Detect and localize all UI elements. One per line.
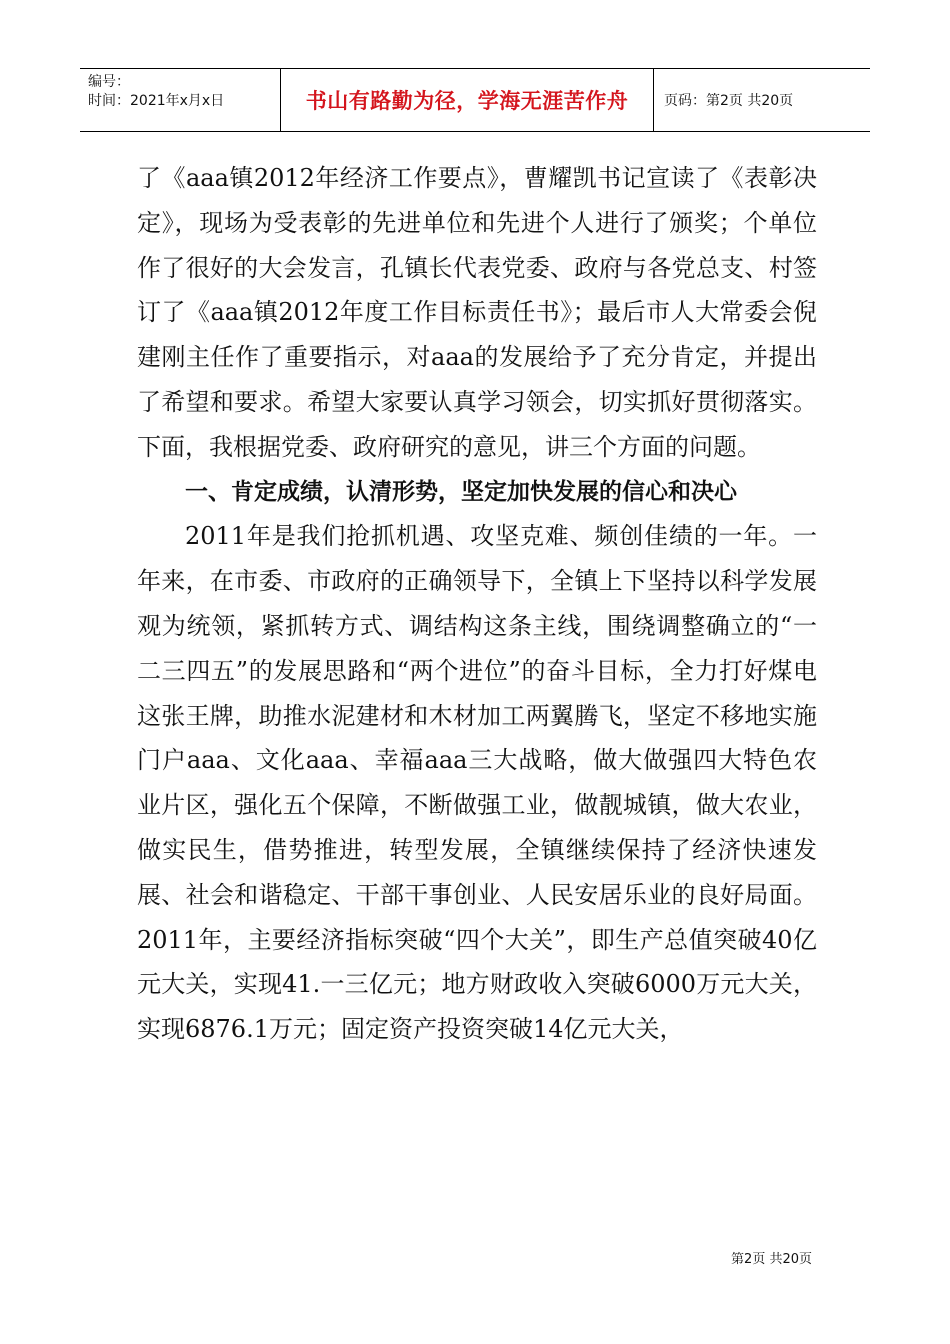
document-body	[137, 156, 817, 1052]
paragraph-continued: 了《aaa镇2012年经济工作要点》，曹耀凯书记宣读了《表彰决定》，现场为受表彰的先进单位和先进个人进行了颁奖；个单位作了很好的大会发言，孔镇长代表党委、政府与各党总支、村签订了《aaa镇2012年度工作目标责任书》；最后市人大常委会倪建刚主任作了重要指示，对aaa的发展给予了充分肯定，并提出了希望和要求。希望大家要认真学习领会，切实抓好贯彻落实。下面，我根据党委、政府研究的意见，讲三个方面的问题。	[137, 164, 817, 461]
header-motto: 书山有路勤为径，学海无涯苦作舟	[281, 69, 654, 131]
document-date: 时间：2021年x月x日	[88, 93, 225, 109]
page-header	[80, 68, 870, 132]
paragraph: 2011年是我们抢抓机遇、攻坚克难、频创佳绩的一年。一年来，在市委、市政府的正确领导下，全镇上下坚持以科学发展观为统领，紧抓转方式、调结构这条主线，围绕调整确立的“一二三四五”的发展思路和“两个进位”的奋斗目标，全力打好煤电这张王牌，助推水泥建材和木材加工两翼腾飞，坚定不移地实施门户aaa、文化aaa、幸福aaa三大战略，做大做强四大特色农业片区，强化五个保障，不断做强工业，做靓城镇，做大农业，做实民生，借势推进，转型发展，全镇继续保持了经济快速发展、社会和谐稳定、干部干事创业、人民安居乐业的良好局面。2011年，主要经济指标突破“四个大关”，即生产总值突破40亿元大关，实现41.一三亿元；地方财政收入突破6000万元大关，实现6876.1万元；固定资产投资突破14亿元大关，	[137, 522, 817, 1044]
document-number: 编号：	[88, 74, 130, 90]
section-heading: 一、肯定成绩，认清形势，坚定加快发展的信心和决心	[185, 478, 737, 505]
header-page-number: 页码：第2页 共20页	[664, 93, 794, 109]
page-footer: 第2页 共20页	[731, 1252, 812, 1267]
header-meta	[80, 69, 281, 131]
